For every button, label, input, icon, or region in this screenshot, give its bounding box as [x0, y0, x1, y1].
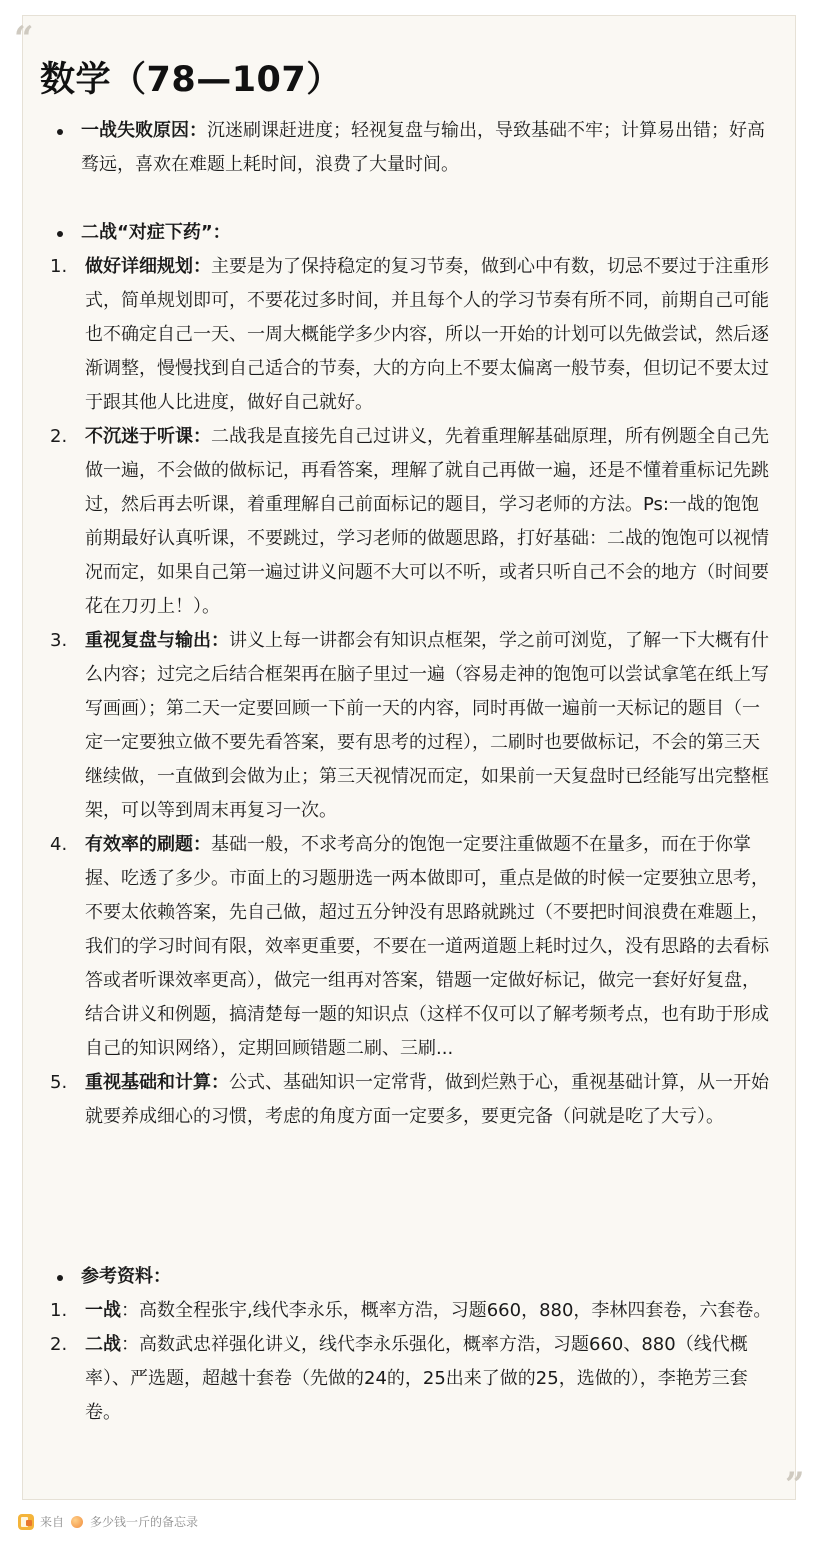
footer-prefix: 来自	[40, 1515, 65, 1529]
section-label: 二战“对症下药”：	[81, 222, 231, 243]
item-number: 1.	[50, 1300, 68, 1321]
footer-source: 多少钱一斤的备忘录	[90, 1515, 199, 1529]
item-text: 基础一般，不求考高分的饱饱一定要注重做题不在量多，而在于你掌握、吃透了多少。市面上的习题册选一两本做即可，重点是做的时候一定要独立思考，不要太依赖答案，先自己做，超过五分钟没有思路就跳过（不要把时间浪费在难题上，我们的学习时间有限，效率更重要，不要在一道两道题上耗时过久，没有思路的去看标答或者听课效率更高），做完一组再对答案，错题一定做好标记，做完一套好好复盘，结合讲义和例题，搞清楚每一题的知识点（这样不仅可以了解考频考点，也有助于形成自己的知识网络），定期回顾错题二刷、三刷...	[85, 834, 769, 1059]
section-label: 参考资料：	[81, 1266, 171, 1287]
item-number: 2.	[50, 1334, 68, 1355]
list-item	[0, 250, 820, 420]
list-item	[0, 420, 820, 624]
item-text: ：高数武忠祥强化讲义，线代李永乐强化，概率方浩，习题660、880（线代概率）、严选题，超越十套卷（先做的24的，25出来了做的25，选做的），李艳芳三套卷。	[85, 1334, 748, 1423]
failure-section	[0, 114, 820, 182]
peach-emoji-icon	[71, 1516, 83, 1528]
list-item	[0, 114, 820, 182]
references-section-header	[0, 1260, 820, 1294]
list-item	[0, 1066, 820, 1134]
list-item	[0, 1260, 820, 1294]
item-label: 有效率的刷题：	[85, 834, 211, 855]
item-label: 重视基础和计算：	[85, 1072, 229, 1093]
remedy-section-header	[0, 216, 820, 250]
list-item	[0, 216, 820, 250]
list-item	[0, 624, 820, 828]
item-text: 讲义上每一讲都会有知识点框架，学之前可浏览，了解一下大概有什么内容；过完之后结合框架再在脑子里过一遍（容易走神的饱饱可以尝试拿笔在纸上写写画画）；第二天一定要回顾一下前一天的内容，同时再做一遍前一天标记的题目（一定一定要独立做不要先看答案，要有思考的过程），二刷时也要做标记，不会的第三天继续做，一直做到会做为止；第三天视情况而定，如果前一天复盘时已经能写出完整框架，可以等到周末再复习一次。	[85, 630, 769, 821]
list-item	[0, 1328, 820, 1430]
item-text: 主要是为了保持稳定的复习节奏，做到心中有数，切忌不要过于注重形式，简单规划即可，不要花过多时间，并且每个人的学习节奏有所不同，前期自己可能也不确定自己一天、一周大概能学多少内容，所以一开始的计划可以先做尝试，然后逐渐调整，慢慢找到自己适合的节奏，大的方向上不要太偏离一般节奏，但切记不要太过于跟其他人比进度，做好自己就好。	[85, 256, 769, 413]
close-quote-icon: ”	[785, 1465, 805, 1505]
source-footer[interactable]	[18, 1513, 198, 1530]
item-label: 不沉迷于听课：	[85, 426, 211, 447]
open-quote-icon: “	[14, 19, 34, 59]
item-label: 二战	[85, 1334, 121, 1355]
item-text: 公式、基础知识一定常背，做到烂熟于心，重视基础计算，从一开始就要养成细心的习惯，考虑的角度方面一定要多，要更完备（问就是吃了大亏）。	[85, 1072, 769, 1127]
item-label: 一战	[85, 1300, 121, 1321]
item-label: 一战失败原因：	[81, 120, 207, 141]
list-item	[0, 1294, 820, 1328]
bullet-icon	[57, 231, 63, 237]
item-number: 1.	[50, 256, 68, 277]
item-label: 做好详细规划：	[85, 256, 211, 277]
item-label: 重视复盘与输出：	[85, 630, 229, 651]
page-title: 数学（78—107）	[40, 60, 342, 100]
item-text: 二战我是直接先自己过讲义，先着重理解基础原理，所有例题全自己先做一遍，不会做的做标记，再看答案，理解了就自己再做一遍，还是不懂着重标记先跳过，然后再去听课，着重理解自己前面标记的题目，学习老师的方法。Ps:一战的饱饱前期最好认真听课，不要跳过，学习老师的做题思路，打好基础：二战的饱饱可以视情况而定，如果自己第一遍过讲义问题不大可以不听，或者只听自己不会的地方（时间要花在刀刃上！）。	[85, 426, 769, 617]
item-number: 2.	[50, 426, 68, 447]
item-number: 4.	[50, 834, 68, 855]
item-number: 5.	[50, 1072, 68, 1093]
item-text: 沉迷刷课赶进度；轻视复盘与输出，导致基础不牢；计算易出错；好高骛远，喜欢在难题上耗时间，浪费了大量时间。	[81, 120, 765, 175]
item-text: ：高数全程张宇,线代李永乐，概率方浩，习题660，880，李林四套卷，六套卷。	[121, 1300, 772, 1321]
list-item	[0, 828, 820, 1066]
remedy-list	[0, 250, 820, 1134]
item-number: 3.	[50, 630, 68, 651]
bullet-icon	[57, 129, 63, 135]
bullet-icon	[57, 1275, 63, 1281]
notes-app-icon	[18, 1514, 34, 1530]
references-list	[0, 1294, 820, 1430]
